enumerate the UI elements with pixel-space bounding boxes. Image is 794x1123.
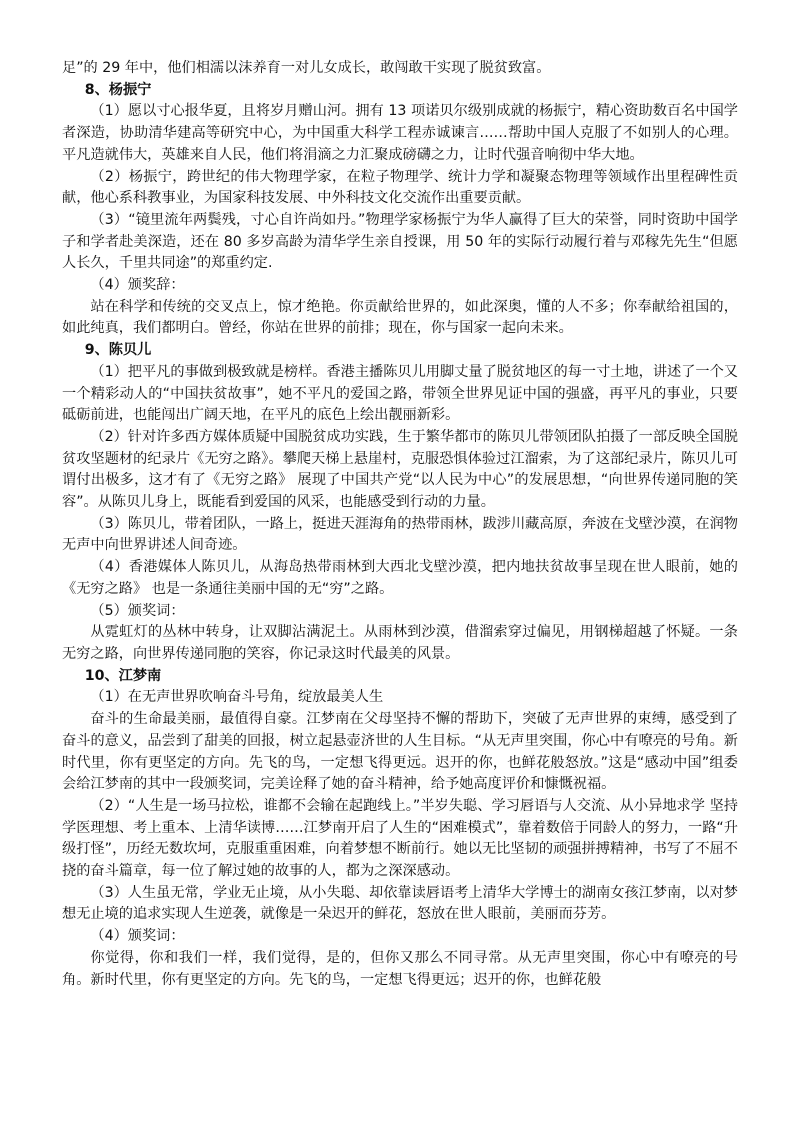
paragraph: 从霓虹灯的丛林中转身，让双脚沾满泥土。从雨林到沙漠，借溜索穿过偏见，用钢梯超越了怀疑。一条无穷之路，向世界传递同胞的笑容，你记录这时代最美的风景。 [62,624,738,662]
paragraph: （3）“镜里流年两鬓残，寸心自许尚如丹。”物理学家杨振宁为华人赢得了巨大的荣誉，同时资助中国学子和学者赴美深造，还在 80 多岁高龄为清华学生亲自授课，用 50 年的实际行动履行着与邓稼先先生“但愿人长久，千里共同途”的郑重约定. [62,211,738,272]
paragraph: 足”的 29 年中，他们相濡以沫养育一对儿女成长，敢闯敢干实现了脱贫致富。 [62,60,551,76]
paragraph: （1）愿以寸心报华夏，且将岁月赠山河。拥有 13 项诺贝尔级别成就的杨振宁，精心资助数百名中国学者深造，协助清华建高等研究中心，为中国重大科学工程赤诚谏言……帮助中国人克服了不如别人的心理。平凡造就伟大，英雄来自人民，他们将涓滴之力汇聚成磅礴之力，让时代强音响彻中华大地。 [62,103,738,163]
paragraph: 站在科学和传统的交叉点上，惊才绝艳。你贡献给世界的，如此深奥，懂的人不多；你奉献给祖国的，如此纯真，我们都明白。曾经，你站在世界的前排；现在，你与国家一起向未来。 [62,298,738,337]
paragraph: （2）针对许多西方媒体质疑中国脱贫成功实践，生于繁华都市的陈贝儿带领团队拍摄了一部反映全国脱贫攻坚题材的纪录片《无穷之路》。攀爬天梯上悬崖村，克服恐惧体验过江溜索，为了这部纪录片，陈贝儿可谓付出极多，这才有了《无穷之路》 展现了中国共产党“以人民为中心”的发展思想，“向世界传递同胞的笑容”。从陈贝儿身上，既能看到爱国的风采，也能感受到行动的力量。 [62,428,738,511]
section-heading: 8、杨振宁 [84,81,152,98]
paragraph: （2）“人生是一场马拉松，谁都不会输在起跑线上。”半岁失聪、学习唇语与人交流、从小异地求学 坚持学医理想、考上重本、上清华读博……江梦南开启了人生的“困难模式”，靠着数倍于同龄人的努力，一路“升级打怪”，历经无数坎坷，克服重重困难，向着梦想不断前行。她以无比坚韧的顽强拼搏精神，书写了不屈不挠的奋斗篇章，每一位了解过她的故事的人，都为之深深感动。 [62,797,738,880]
paragraph: 你觉得，你和我们一样，我们觉得，是的，但你又那么不同寻常。从无声里突围，你心中有嘹亮的号角。新时代里，你有更坚定的方向。先飞的鸟，一定想飞得更远；迟开的你，也鲜花般 [62,949,738,988]
paragraph: （5）颁奖词： [90,602,185,619]
paragraph: （1）把平凡的事做到极致就是榜样。香港主播陈贝儿用脚丈量了脱贫地区的每一寸土地，讲述了一个又一个精彩动人的“中国扶贫故事”，她不平凡的爱国之路，带领全世界见证中国的强盛，再平凡的事业，只要砥砺前进，也能闯出广阔天地，在平凡的底色上绘出靓丽新彩。 [62,363,738,424]
section-heading: 10、江梦南 [84,667,162,684]
document-page [62,58,738,991]
paragraph: （4）颁奖辞： [90,277,185,294]
paragraph: （4）颁奖词： [90,928,185,945]
section-heading: 9、陈贝儿 [84,342,152,359]
paragraph: （3）陈贝儿，带着团队，一路上，挺进天涯海角的热带雨林，跋涉川藏高原，奔波在戈壁沙漠，在润物无声中向世界讲述人间奇迹。 [62,515,738,554]
paragraph: （4）香港媒体人陈贝儿，从海岛热带雨林到大西北戈壁沙漠，把内地扶贫故事呈现在世人眼前，她的《无穷之路》 也是一条通往美丽中国的无“穷”之路。 [62,559,738,597]
paragraph: （2）杨振宁，跨世纪的伟大物理学家，在粒子物理学、统计力学和凝聚态物理等领域作出里程碑性贡献，他心系科教事业，为国家科技发展、中外科技文化交流作出重要贡献。 [62,168,738,207]
paragraph: （3）人生虽无常，学业无止境，从小失聪、却依靠读唇语考上清华大学博士的湖南女孩江梦南，以对梦想无止境的追求实现人生逆袭，就像是一朵迟开的鲜花，怒放在世人眼前，美丽而芬芳。 [62,884,738,923]
paragraph: （1）在无声世界吹响奋斗号角，绽放最美人生 [90,689,384,706]
paragraph: 奋斗的生命最美丽，最值得自豪。江梦南在父母坚持不懈的帮助下，突破了无声世界的束缚，感受到了奋斗的意义，品尝到了甜美的回报，树立起悬壶济世的人生目标。“从无声里突围，你心中有嘹亮的号角。新时代里，你有更坚定的方向。先飞的鸟，一定想飞得更远。迟开的你，也鲜花般怒放。”这是“感动中国”组委会给江梦南的其中一段颁奖词，完美诠释了她的奋斗精神，给予她高度评价和慷慨祝福。 [62,711,738,793]
